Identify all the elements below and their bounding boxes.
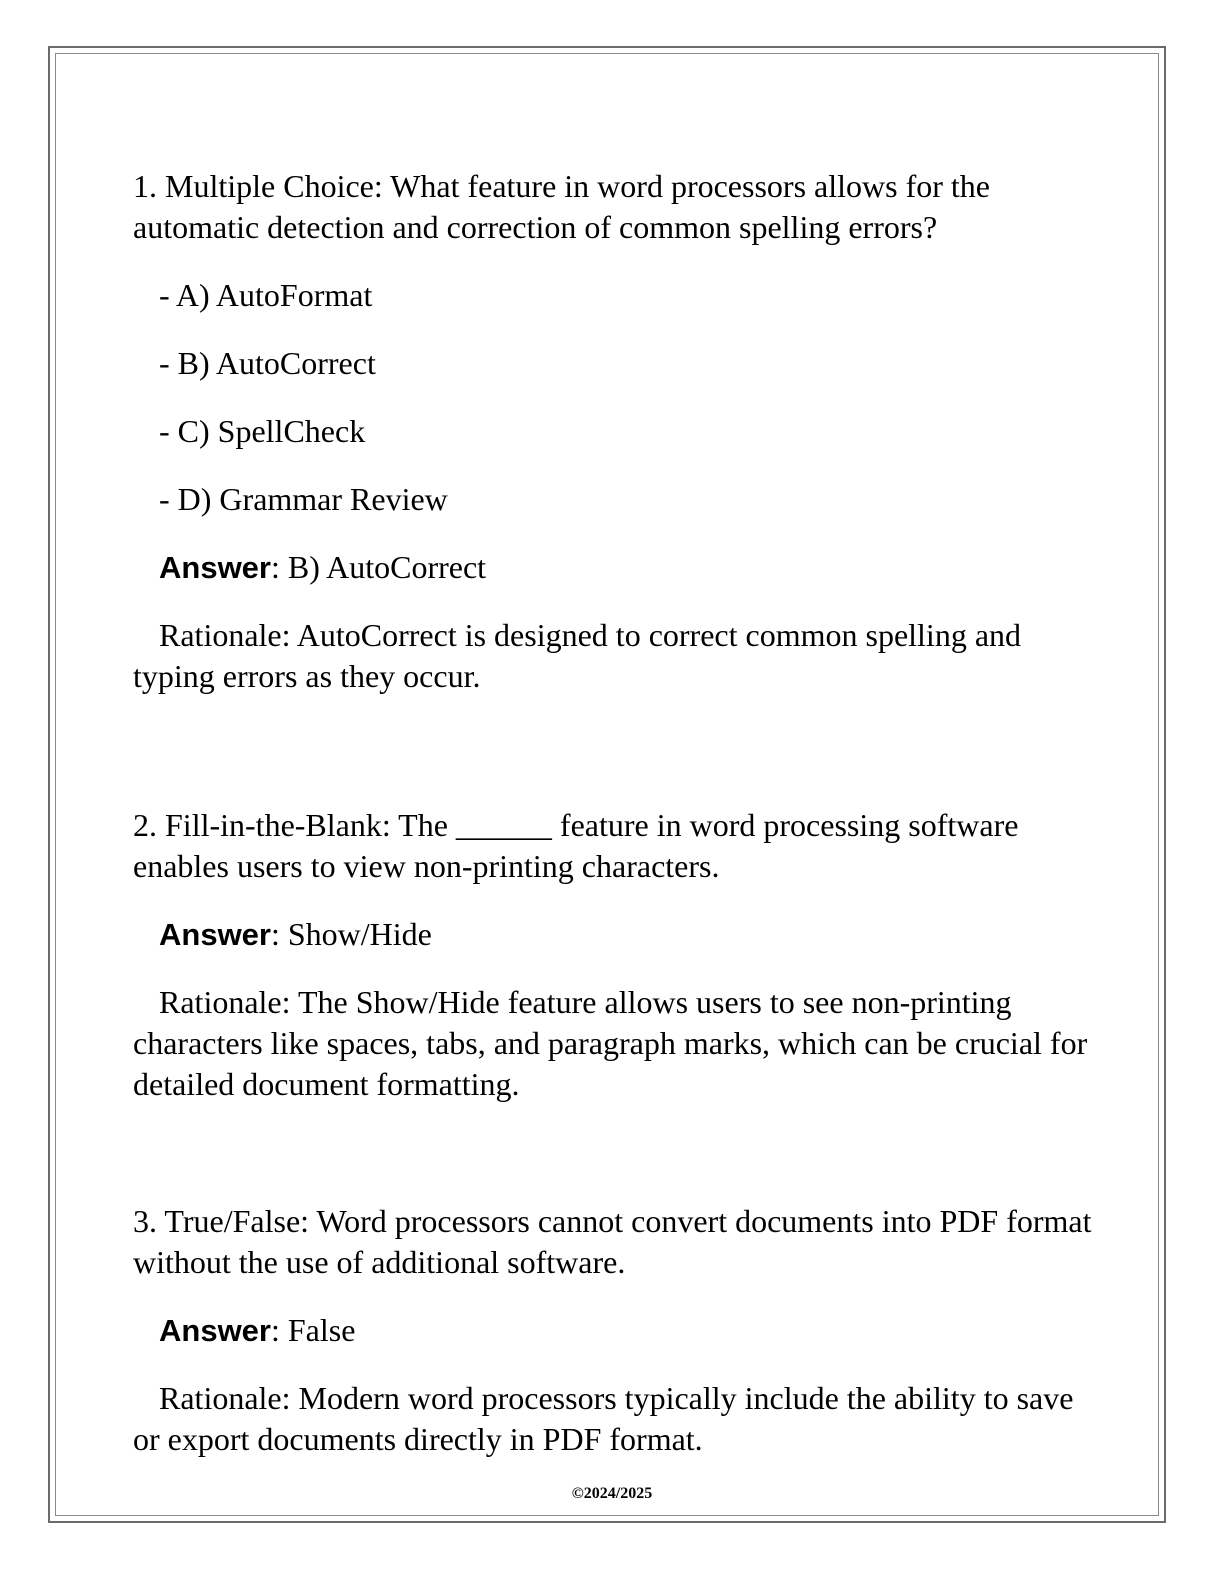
answer-value: : Show/Hide [270, 916, 432, 952]
question-1-option-b: - B) AutoCorrect [159, 345, 376, 381]
question-1-option-a: - A) AutoFormat [159, 277, 373, 313]
question-2-rationale: Rationale: The Show/Hide feature allows users to see non-printing characters like spaces, tabs, and paragraph marks, which can be crucial for detailed document formatting. [133, 984, 1088, 1102]
question-2-answer [133, 914, 1103, 955]
copyright-footer: ©2024/2025 [571, 1485, 653, 1502]
question-2-prompt: 2. Fill-in-the-Blank: The ______ feature in word processing software enables users to view non-printing characters. [133, 807, 1019, 884]
question-3-prompt: 3. True/False: Word processors cannot convert documents into PDF format without the use of additional software. [133, 1203, 1092, 1280]
document-body [133, 166, 1103, 1460]
question-3-rationale: Rationale: Modern word processors typically include the ability to save or export documents directly in PDF format. [133, 1380, 1074, 1457]
question-1-answer [133, 547, 1103, 588]
question-3 [133, 1201, 1103, 1460]
question-1 [133, 166, 1103, 697]
answer-label: Answer [159, 917, 271, 952]
question-1-rationale: Rationale: AutoCorrect is designed to correct common spelling and typing errors as they occur. [133, 617, 1022, 694]
answer-value: : B) AutoCorrect [270, 549, 487, 585]
question-1-option-d: - D) Grammar Review [159, 481, 448, 517]
answer-label: Answer [159, 550, 271, 585]
answer-label: Answer [159, 1313, 271, 1348]
question-2 [133, 805, 1103, 1105]
question-1-option-c: - C) SpellCheck [159, 413, 366, 449]
question-3-answer [133, 1310, 1103, 1351]
answer-value: : False [270, 1312, 356, 1348]
question-1-prompt: 1. Multiple Choice: What feature in word processors allows for the automatic detection and correction of common spelling errors? [133, 168, 990, 245]
